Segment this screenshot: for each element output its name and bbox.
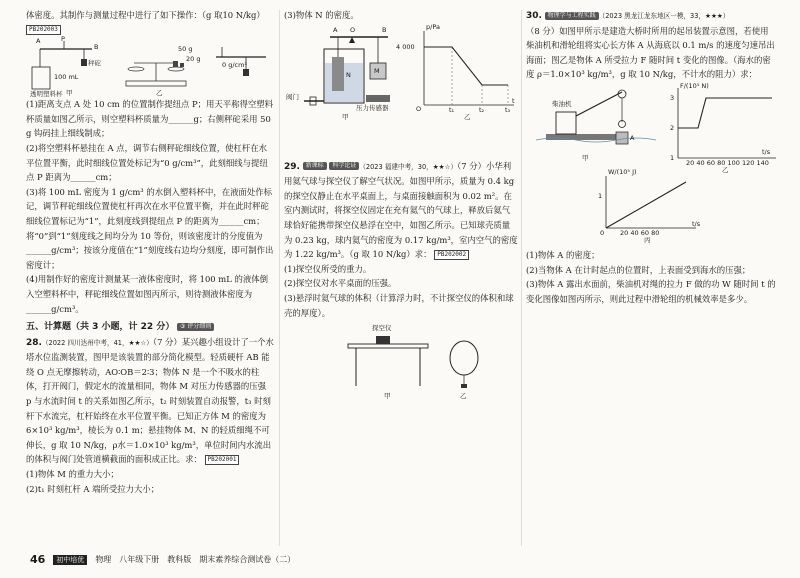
q30-number: 30. xyxy=(526,11,542,21)
fig-label-origin: O xyxy=(416,104,422,113)
q28-code: PB202001 xyxy=(205,455,240,465)
fig-label-p-axis: p/Pa xyxy=(426,22,440,31)
figure-densimeter xyxy=(26,37,274,97)
fig-caption-yi3: 乙 xyxy=(460,392,467,401)
fig-label-p: P xyxy=(61,35,65,44)
column-right xyxy=(526,8,776,306)
fig-label-stone: 秤砣 xyxy=(88,59,101,68)
fig-label-weight: 50 g xyxy=(178,45,193,54)
q29-part2: (2)探空仪对水平桌面的压强。 xyxy=(284,278,397,289)
page-number: 46 xyxy=(30,553,46,566)
fig-caption-bing: 丙 xyxy=(644,235,651,244)
water-tower-drawing xyxy=(284,23,518,119)
intro-text: 体密度。其制作与测量过程中进行了如下操作：（g 取10 N/kg） xyxy=(26,10,265,20)
section-heading: 五、计算题（共 3 小题，计 22 分） xyxy=(26,322,175,333)
q29-badge-science: 科学论证 xyxy=(329,162,359,170)
q28-number: 28. xyxy=(26,337,42,348)
column-left xyxy=(26,8,274,496)
subject-label: 物理 八年级下册 教科版 xyxy=(95,555,192,564)
q30-source: （2023 黑龙江龙东地区一模，33，★★★） xyxy=(598,12,730,20)
figure-balloon xyxy=(284,324,518,404)
fig-label-y2: 2 xyxy=(670,123,675,132)
brand-label: 初中培优 xyxy=(53,555,87,565)
q27-part3: (3)将 100 mL 密度为 1 g/cm³ 的水倒入塑料杯中，在液面处作标记，调节秤砣细线位置使杠杆再次在水平位置平衡，并在此时秤砣细线位置标记为“1”，此刻度线到提纽点 P 的距离为______cm；将“0”到“1”刻度线之间均分为 10 等份，则该密度计的分度值为______g/cm³；按该分度值在“1”刻度线右边均分刻度，即可制作出密度计； xyxy=(26,186,274,270)
q27-part1: (1)距离支点 A 处 10 cm 的位置制作提纽点 P；用天平称得空塑料杯质量如图乙所示，则空塑料杯质量为______g；右侧秤砣采用 50 g 钩码挂上细线制成； xyxy=(26,99,274,139)
fig-caption-yi4: 乙 xyxy=(722,165,729,174)
q29-badge-new: 新课标 xyxy=(303,162,327,170)
q28-part2: (2)t₁ 时刻杠杆 A 端所受拉力大小； xyxy=(26,483,160,494)
fig-label-w-taxis: t/s xyxy=(692,219,701,228)
q29-code: PB202002 xyxy=(434,250,469,260)
fig-label-n: N xyxy=(346,70,351,79)
figure-work-graph xyxy=(526,167,776,244)
fig-label-f-axis: F/(10⁵ N) xyxy=(680,81,709,90)
fig-label-engine: 柴油机 xyxy=(552,99,572,108)
scoring-badge: ③ 评分细则 xyxy=(177,323,214,331)
q27-part2: (2)将空塑料杯悬挂在 A 点，调节右侧秤砣细线位置，使杠杆在水平位置平衡，此时细线位置处标记为“0 g/cm³”，此刻细线与提纽点 P 距离为______cm； xyxy=(26,142,268,183)
q30-part2: (2)当物体 A 在计时起点的位置时，上表面受到海水的压强； xyxy=(526,264,751,275)
fig-caption-jia: 甲 xyxy=(66,89,73,98)
fig-label-cup: 100 mL xyxy=(54,73,79,82)
fig-label-t3: t₃ xyxy=(505,105,511,114)
page-footer xyxy=(30,553,295,566)
fig-label-b2: B xyxy=(382,25,387,34)
fig-label-a3: A xyxy=(630,133,635,142)
fig-label-a2: A xyxy=(333,25,338,34)
q28-text: （7 分）某兴趣小组设计了一个水塔水位监测装置，图甲是该装置的部分简化模型。轻质硬杆 AB 能绕 O 点无摩擦转动，AO∶OB＝2∶3；物体 N 是一个不吸水的柱体，打开阀门，假定水的流量相同，物体 M 对压力传感器的压强 p 与水流时间 t 的关系如图乙所示，t₂ 时刻装置自动报警，t₃ 时刻杆下水流完，杠杆始终在水平位置平衡。已知正方体 M 的密度为 6×10³ kg/m³，棱长为 0.1 m；悬挂物体 M、N 的轻质细绳不可伸长，g 取 10 N/kg，ρ水＝1.0×10³ kg/m³，单位时间内水流出的体积与阀门处管道横截面的面积成正比。求： xyxy=(26,336,274,465)
fig-caption-yi2: 乙 xyxy=(464,112,471,121)
fig-label-w1: 1 xyxy=(598,191,603,200)
fig-caption-jia3: 甲 xyxy=(384,392,391,401)
fig-label-y3: 3 xyxy=(670,93,675,102)
q28-part3: (3)物体 N 的密度。 xyxy=(284,10,359,20)
problem-code: PB202003 xyxy=(26,25,61,35)
fig-label-x-ticks: 20 40 60 80 100 120 140 xyxy=(686,158,769,167)
q29-text: （7 分）小华利用氦气球与探空仪了解空气状况。如图甲所示，质量为 0.4 kg 的探空仪静止在水平桌面上，与桌面接触面积为 0.02 m²。在室内测试时，将探空仪固定在充有氦气的气球上，释放后氦气球恰好能携带探空仪悬浮在空中，如图乙所示。已知球壳质量为 0.23 kg，球内氦气的密度为 0.17 kg/m³，室内空气的密度为 1.22 kg/m³。（g 取 10 N/kg）求： xyxy=(284,160,518,260)
q28-source: （2022 四川达州中考，41，★★☆） xyxy=(41,338,153,347)
q29-source: （2023 福建中考，30，★★☆） xyxy=(359,162,458,171)
fig-label-w-origin: 0 xyxy=(600,228,605,237)
q30-part3: (3)物体 A 露出水面前，柴油机对绳的拉力 F 做的功 W 随时间 t 的变化图像如图丙所示，则此过程中滑轮组的机械效率是多少。 xyxy=(526,279,776,304)
q29-number: 29. xyxy=(284,161,300,172)
fig-caption-cup: 透明塑料杯 xyxy=(30,90,63,99)
balloon-drawing xyxy=(284,324,518,404)
fig-label-device: 探空仪 xyxy=(372,324,392,333)
fig-label-m: M xyxy=(374,66,380,75)
q30-text: （8 分）如图甲所示是建造大桥时所用的起吊装置示意图，若使用柴油机和滑轮组将实心长方体 A 从海底以 0.1 m/s 的速度匀速吊出海面；图乙是物体 A 所受拉力 F 随时间 t 变化的图像。（海水的密度 ρ＝1.0×10³ kg/m³，g 取 10 N/kg，不计水的阻力）求： xyxy=(526,25,775,80)
fig-label-4000: 4 000 xyxy=(396,42,415,51)
q28-part1: (1)物体 M 的重力大小； xyxy=(26,469,119,480)
test-title: 期末素养综合测试卷（二） xyxy=(199,555,296,564)
fig-label-weight2: 20 g xyxy=(186,55,201,64)
fig-caption-jia4: 甲 xyxy=(582,153,589,162)
q29-part1: (1)探空仪所受的重力。 xyxy=(284,263,372,274)
fig-label-y1: 1 xyxy=(670,153,675,162)
q29-part3: (3)悬浮时氦气球的体积（计算浮力时，不计探空仪的体积和球壳的厚度）。 xyxy=(284,292,514,318)
q27-part4: (4)用制作好的密度计测量某一液体密度时，将 100 mL 的液体倒入空塑料杯中，秤砣细线位置如图丙所示，则待测液体密度为______g/cm³。 xyxy=(26,274,268,314)
fig-label-valve: 阀门 xyxy=(286,92,299,101)
fig-label-o: O xyxy=(350,25,356,34)
crane-drawing xyxy=(526,82,776,166)
fig-label-a: A xyxy=(36,37,41,46)
figure-water-tower xyxy=(284,23,518,119)
fig-label-w-xticks: 20 40 60 80 xyxy=(620,228,660,237)
fig-caption-jia2: 甲 xyxy=(342,112,349,121)
fig-label-w-axis: W/(10⁵ J) xyxy=(608,167,637,176)
fig-label-b: B xyxy=(94,43,99,52)
column-middle xyxy=(284,8,518,404)
q30-part1: (1)物体 A 的密度； xyxy=(526,249,600,260)
fig-caption-yi: 乙 xyxy=(156,89,163,98)
fig-label-t2: t₂ xyxy=(479,105,485,114)
fig-label-t-axis2: t/s xyxy=(762,147,771,156)
fig-label-scale: 0 g/cm³ xyxy=(222,61,248,70)
fig-label-t-axis: t xyxy=(512,96,515,105)
fig-label-t1: t₁ xyxy=(449,105,455,114)
q30-badge: 物理学与工程实践 xyxy=(545,12,599,20)
fig-label-sensor: 压力传感器 xyxy=(356,103,389,112)
